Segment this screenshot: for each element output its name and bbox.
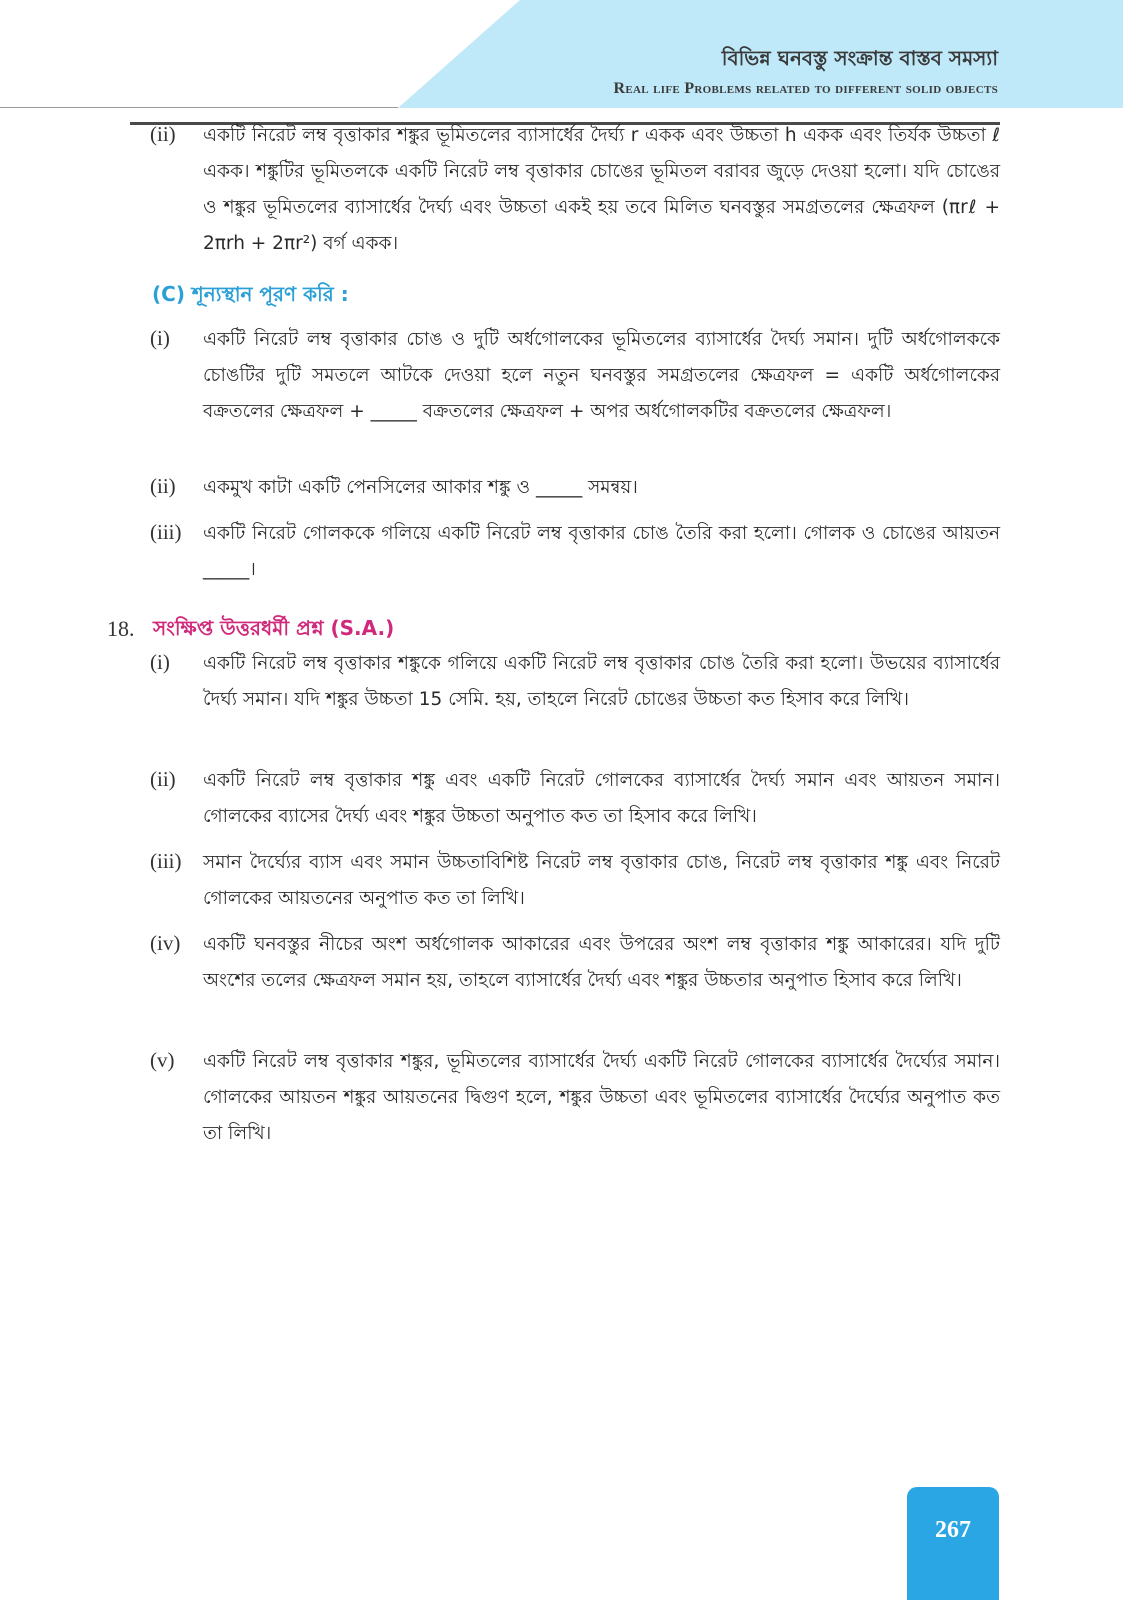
item-label: (iii) [150,849,182,873]
item-label: (iii) [150,520,182,544]
item-label: (iv) [150,931,181,955]
header-title-english: Real life Problems related to different solid objects [613,80,998,97]
item-text: সমান দৈর্ঘ্যের ব্যাস এবং সমান উচ্চতাবিশিষ্ট নিরেট লম্ব বৃত্তাকার চোঙ, নিরেট লম্ব বৃত্তাকার শঙ্কু এবং নিরেট গোলকের আয়তনের অনুপাত কত তা লিখি। [203,852,1000,909]
page-number: 267 [935,1517,971,1543]
item-label: (ii) [150,474,176,498]
item-text: একটি নিরেট লম্ব বৃত্তাকার শঙ্কুর ভূমিতলের ব্যাসার্ধের দৈর্ঘ্য r একক এবং উচ্চতা h একক এবং তির্যক উচ্চতা ℓ একক। শঙ্কুটির ভূমিতলকে একটি নিরেট লম্ব বৃত্তাকার চোঙের ভূমিতল বরাবর জুড়ে দেওয়া হলো। যদি চোঙের ও শঙ্কুর ভূমিতলের ব্যাসার্ধের দৈর্ঘ্য এবং উচ্চতা একই হয় তবে মিলিত ঘনবস্তুর সমগ্রতলের ক্ষেত্রফল (πrℓ + 2πrh + 2πr²) বর্গ একক। [203,125,1000,254]
item-text: একটি নিরেট গোলককে গলিয়ে একটি নিরেট লম্ব বৃত্তাকার চোঙ তৈরি করা হলো। গোলক ও চোঙের আয়তন _____। [203,523,1000,580]
item-label: (i) [150,326,170,350]
item-text: একটি নিরেট লম্ব বৃত্তাকার শঙ্কুকে গলিয়ে একটি নিরেট লম্ব বৃত্তাকার চোঙ তৈরি করা হলো। উভয়ের ব্যাসার্ধের দৈর্ঘ্য সমান। যদি শঙ্কুর উচ্চতা 15 সেমি. হয়, তাহলে নিরেট চোঙের উচ্চতা কত হিসাব করে লিখি। [203,653,1000,710]
item-label: (ii) [150,767,176,791]
item-text: একটি ঘনবস্তুর নীচের অংশ অর্ধগোলক আকারের এবং উপরের অংশ লম্ব বৃত্তাকার শঙ্কু আকারের। যদি দুটি অংশের তলের ক্ষেত্রফল সমান হয়, তাহলে ব্যাসার্ধের দৈর্ঘ্য এবং শঙ্কুর উচ্চতার অনুপাত হিসাব করে লিখি। [203,934,1000,991]
item-text: একটি নিরেট লম্ব বৃত্তাকার শঙ্কুর, ভূমিতলের ব্যাসার্ধের দৈর্ঘ্য একটি নিরেট গোলকের ব্যাসার্ধের দৈর্ঘ্যের সমান। গোলকের আয়তন শঙ্কুর আয়তনের দ্বিগুণ হলে, শঙ্কুর উচ্চতা এবং ভূমিতলের ব্যাসার্ধের দৈর্ঘ্যের অনুপাত কত তা লিখি। [203,1051,1000,1144]
section-18-number: 18. [107,616,135,641]
page-number-tab [907,1487,999,1600]
item-label: (v) [150,1048,175,1072]
header-title-bengali: বিভিন্ন ঘনবস্তু সংক্রান্ত বাস্তব সমস্যা [721,46,998,70]
item-text: একটি নিরেট লম্ব বৃত্তাকার চোঙ ও দুটি অর্ধগোলকের ভূমিতলের ব্যাসার্ধের দৈর্ঘ্য সমান। দুটি অর্ধগোলককে চোঙটির দুটি সমতলে আটকে দেওয়া হলে নতুন ঘনবস্তুর সমগ্রতলের ক্ষেত্রফল = একটি অর্ধগোলকের বক্রতলের ক্ষেত্রফল + _____ বক্রতলের ক্ষেত্রফল + অপর অর্ধগোলকটির বক্রতলের ক্ষেত্রফল। [203,329,1000,422]
header-rule [0,107,398,108]
item-text: একটি নিরেট লম্ব বৃত্তাকার শঙ্কু এবং একটি নিরেট গোলকের ব্যাসার্ধের দৈর্ঘ্য সমান এবং আয়তন সমান। গোলকের ব্যাসের দৈর্ঘ্য এবং শঙ্কুর উচ্চতা অনুপাত কত তা হিসাব করে লিখি। [203,770,1000,827]
item-label: (i) [150,650,170,674]
section-18-heading: সংক্ষিপ্ত উত্তরধর্মী প্রশ্ন (S.A.) [153,616,395,640]
item-label: (ii) [150,122,176,146]
item-text: একমুখ কাটা একটি পেনসিলের আকার শঙ্কু ও _____ সমন্বয়। [203,477,638,498]
section-c-heading: (C) শূন্যস্থান পূরণ করি : [152,282,349,306]
